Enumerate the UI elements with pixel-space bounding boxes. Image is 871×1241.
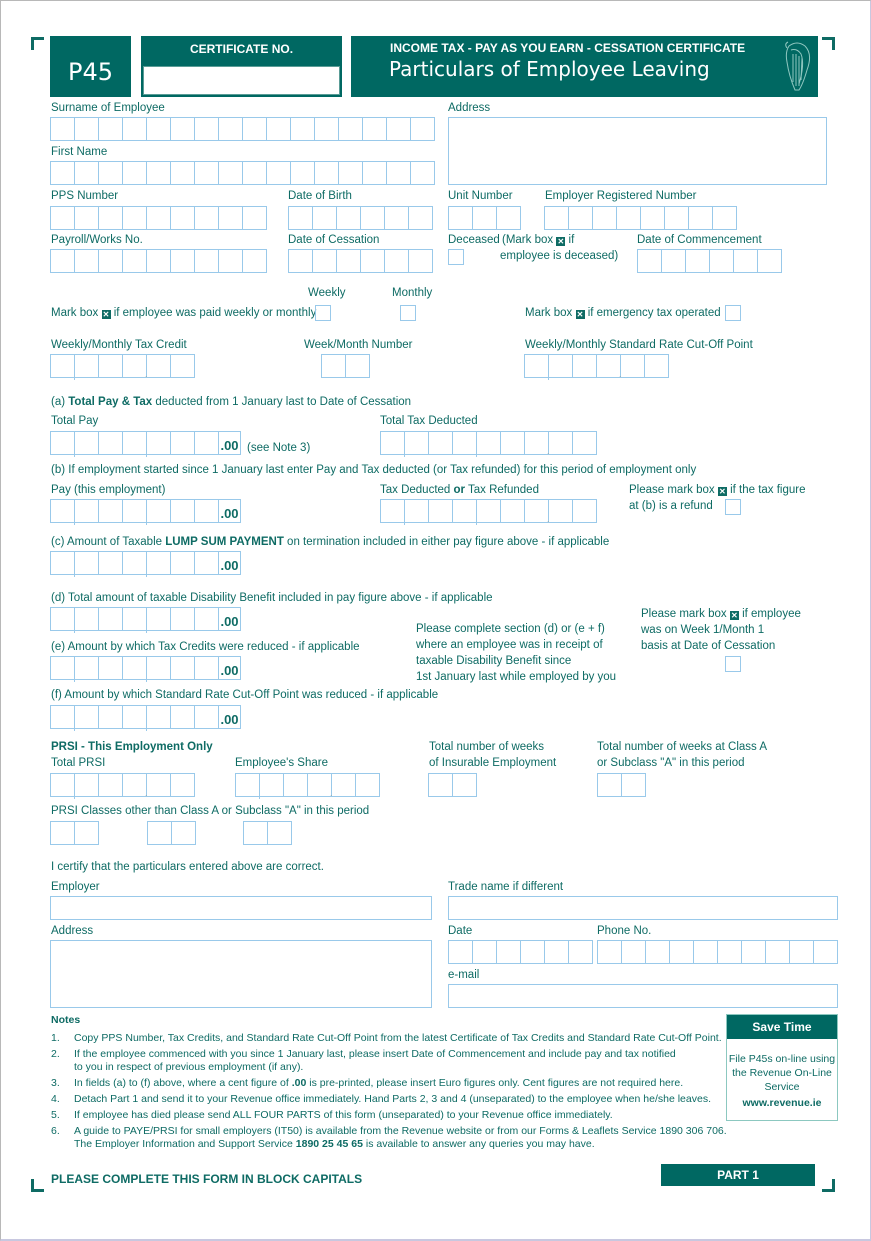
disability-note-line3: taxable Disability Benefit since (416, 655, 572, 667)
trade-name-label: Trade name if different (448, 881, 564, 893)
harp-icon (779, 40, 817, 94)
disability-note-line2: where an employee was in receipt of (416, 639, 603, 651)
phone-label: Phone No. (597, 925, 652, 937)
revenue-website-link[interactable]: www.revenue.ie (742, 1097, 822, 1109)
crop-mark-top-left (31, 37, 44, 50)
note-4: 4. Detach Part 1 and send it to your Revenue office immediately. Hand Parts 2, 3 and 4 (unseparated) to the employee when he/she leaves. (51, 1093, 711, 1105)
srcop-label: Weekly/Monthly Standard Rate Cut-Off Point (525, 339, 753, 351)
other-prsi-classes-label: PRSI Classes other than Class A or Subclass "A" in this period (51, 805, 370, 817)
certificate-label: CERTIFICATE NO. (189, 42, 294, 56)
block-capitals-notice: PLEASE COMPLETE THIS FORM IN BLOCK CAPITALS (51, 1172, 363, 1186)
srcop-reduced-input[interactable] (50, 705, 241, 729)
cents-suffix: .00 (218, 705, 241, 729)
refund-instruction: Please mark box ✕ if the tax figure (629, 484, 806, 496)
lump-sum-input[interactable] (50, 551, 241, 575)
pay-basis-instruction: Mark box ✕ if employee was paid weekly or monthly (51, 307, 317, 319)
trade-name-field[interactable] (448, 896, 838, 920)
total-tax-input[interactable] (380, 431, 597, 455)
refund-checkbox[interactable] (725, 499, 741, 515)
disability-note-line4: 1st January last while employed by you (416, 671, 617, 683)
deceased-hint: (Mark box ✕ if (502, 234, 575, 246)
mark-x-icon: ✕ (102, 310, 110, 319)
cents-suffix: .00 (218, 551, 241, 575)
prsi-class-input-1[interactable] (50, 821, 99, 845)
week1-note-line1: Please mark box ✕ if employee (641, 608, 801, 620)
note-3: 3. In fields (a) to (f) above, where a cent figure of .00 is pre-printed, please insert Euro figures only. Cent figures are not required here. (51, 1077, 684, 1089)
weeks-insurable-label-1: Total number of weeks (429, 741, 545, 753)
total-tax-label: Total Tax Deducted (380, 415, 478, 427)
certificate-block (141, 36, 342, 97)
employee-share-input[interactable] (235, 773, 380, 797)
pay-this-employment-label: Pay (this employment) (51, 484, 166, 496)
notes-heading: Notes (51, 1014, 81, 1026)
date-label: Date (448, 925, 473, 937)
monthly-label: Monthly (392, 287, 433, 299)
note-5: 5. If employee has died please send ALL FOUR PARTS of this form (unseparated) to your Revenue office immediately. (51, 1109, 613, 1121)
weeks-insurable-input[interactable] (428, 773, 477, 797)
phone-number-input[interactable] (597, 940, 838, 964)
payroll-label: Payroll/Works No. (51, 234, 143, 246)
tax-deducted-refunded-label: Tax Deducted or Tax Refunded (380, 484, 539, 496)
section-f-heading: (f) Amount by which Standard Rate Cut-Off Point was reduced - if applicable (51, 689, 439, 701)
unit-number-label: Unit Number (448, 190, 513, 202)
title-banner (351, 36, 818, 97)
section-e-heading: (e) Amount by which Tax Credits were reduced - if applicable (51, 641, 360, 653)
certificate-number-field[interactable] (143, 66, 340, 95)
crop-mark-bottom-right (822, 1179, 835, 1192)
crop-mark-bottom-left (31, 1179, 44, 1192)
section-c-heading: (c) Amount of Taxable LUMP SUM PAYMENT on termination included in either pay figure above - if applicable (51, 536, 610, 548)
pps-label: PPS Number (51, 190, 119, 202)
date-of-cessation-input[interactable] (288, 249, 433, 273)
commencement-label: Date of Commencement (637, 234, 762, 246)
weekly-checkbox[interactable] (315, 305, 331, 321)
save-time-box (726, 1014, 838, 1121)
cents-suffix: .00 (218, 431, 241, 455)
week1-note-line2: was on Week 1/Month 1 (641, 624, 765, 636)
tax-credit-input[interactable] (50, 354, 195, 378)
mark-x-icon: ✕ (719, 487, 726, 496)
monthly-checkbox[interactable] (400, 305, 416, 321)
cents-suffix: .00 (218, 656, 241, 680)
prsi-class-input-3[interactable] (243, 821, 292, 845)
total-pay-label: Total Pay (51, 415, 99, 427)
section-d-heading: (d) Total amount of taxable Disability Benefit included in pay figure above - if applicable (51, 592, 493, 604)
weeks-class-a-label-2: or Subclass "A" in this period (597, 757, 745, 769)
form-title: Particulars of Employee Leaving (389, 57, 710, 81)
first-name-input[interactable] (50, 161, 435, 185)
tax-deducted-refunded-input[interactable] (380, 499, 597, 523)
mark-x-icon: ✕ (576, 310, 584, 319)
part-1-badge: PART 1 (661, 1164, 815, 1186)
employer-label: Employer (51, 881, 100, 893)
deceased-label: Deceased (448, 234, 500, 246)
cents-suffix: .00 (218, 499, 241, 523)
week1-month1-checkbox[interactable] (725, 656, 741, 672)
form-code-badge (50, 36, 131, 97)
employer-reg-number-input[interactable] (544, 206, 737, 230)
surname-label: Surname of Employee (51, 102, 165, 114)
date-of-commencement-input[interactable] (637, 249, 782, 273)
form-code: P45 (67, 57, 113, 86)
weeks-insurable-label-2: of Insurable Employment (429, 757, 557, 769)
employer-address-field[interactable] (50, 940, 432, 1008)
save-time-title: Save Time (727, 1015, 837, 1039)
employer-address-label: Address (51, 925, 94, 937)
save-time-line1: File P45s on-line using (728, 1053, 836, 1065)
surname-input[interactable] (50, 117, 435, 141)
weeks-class-a-label-1: Total number of weeks at Class A (597, 741, 768, 753)
first-name-label: First Name (51, 146, 108, 158)
email-field[interactable] (448, 984, 838, 1008)
section-a-heading: (a) Total Pay & Tax deducted from 1 January last to Date of Cessation (51, 396, 412, 408)
weeks-class-a-input[interactable] (597, 773, 646, 797)
deceased-hint-line2: employee is deceased) (500, 250, 619, 262)
payroll-number-input[interactable] (50, 249, 267, 273)
cents-suffix: .00 (218, 607, 241, 631)
total-prsi-label: Total PRSI (51, 757, 106, 769)
week1-note-line3: basis at Date of Cessation (641, 640, 776, 652)
email-label: e-mail (448, 969, 480, 981)
employee-address-field[interactable] (448, 117, 827, 185)
certify-statement: I certify that the particulars entered above are correct. (51, 861, 324, 873)
employee-address-label: Address (448, 102, 491, 114)
note-6: 6. A guide to PAYE/PRSI for small employers (IT50) is available from the Revenue website or from our Forms & Leaflets Service 1890 306 706. The Employer Information and Support Service 1890 25 45 65 is available to answer any queries you may have. (51, 1125, 727, 1150)
note-2: 2. If the employee commenced with you since 1 January last, please insert Date of Commencement and include pay and tax notified to you in respect of previous employment (if any). (51, 1048, 676, 1073)
tax-credit-label: Weekly/Monthly Tax Credit (51, 339, 187, 351)
cessation-label: Date of Cessation (288, 234, 380, 246)
form-subtitle: INCOME TAX - PAY AS YOU EARN - CESSATION CERTIFICATE (390, 41, 746, 55)
prsi-class-input-2[interactable] (147, 821, 196, 845)
mark-x-icon: ✕ (731, 611, 738, 620)
employee-share-label: Employee's Share (235, 757, 328, 769)
total-prsi-input[interactable] (50, 773, 195, 797)
employer-reg-label: Employer Registered Number (545, 190, 697, 202)
employer-date-input[interactable] (448, 940, 593, 964)
srcop-input[interactable] (524, 354, 669, 378)
unit-number-input[interactable] (448, 206, 521, 230)
week-month-number-input[interactable] (321, 354, 370, 378)
tax-credits-reduced-input[interactable] (50, 656, 241, 680)
mark-x-icon: ✕ (557, 237, 565, 246)
week-month-number-label: Week/Month Number (304, 339, 413, 351)
date-of-birth-input[interactable] (288, 206, 433, 230)
disability-note-line1: Please complete section (d) or (e + f) (416, 623, 605, 635)
save-time-line2: the Revenue On-Line (732, 1067, 832, 1079)
dob-label: Date of Birth (288, 190, 352, 202)
note-1: 1. Copy PPS Number, Tax Credits, and Standard Rate Cut-Off Point from the latest Certificate of Tax Credits and Standard Rate Cut-Off Point. (51, 1032, 722, 1044)
notes-section (51, 1014, 731, 1154)
pps-number-input[interactable] (50, 206, 267, 230)
weekly-label: Weekly (308, 287, 346, 299)
crop-mark-top-right (822, 37, 835, 50)
emergency-tax-checkbox[interactable] (725, 305, 741, 321)
save-time-line3: Service (764, 1081, 800, 1093)
section-b-heading: (b) If employment started since 1 January last enter Pay and Tax deducted (or Tax refunded) for this period of employment only (51, 464, 697, 476)
refund-instruction-line2: at (b) is a refund (629, 500, 713, 512)
emergency-tax-instruction: Mark box ✕ if emergency tax operated (525, 307, 721, 319)
employer-name-field[interactable] (50, 896, 432, 920)
see-note-3: (see Note 3) (247, 442, 311, 454)
pay-this-employment-input[interactable] (50, 499, 241, 523)
deceased-checkbox[interactable] (448, 249, 464, 265)
total-pay-input[interactable] (50, 431, 241, 455)
prsi-heading: PRSI - This Employment Only (51, 741, 213, 753)
disability-benefit-input[interactable] (50, 607, 241, 631)
